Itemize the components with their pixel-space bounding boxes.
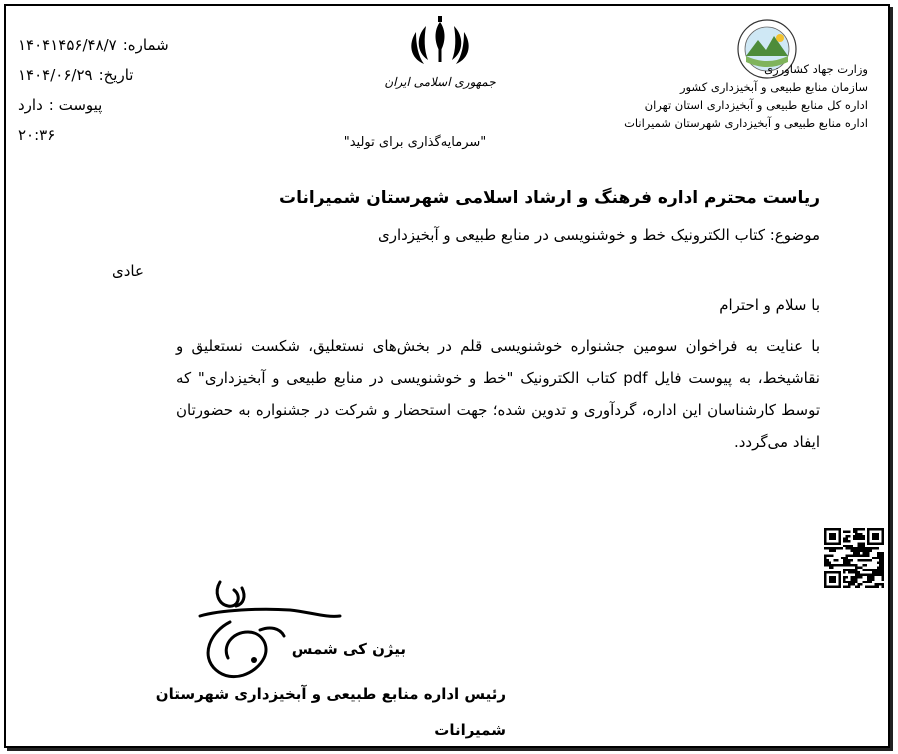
- letter-body: با عنایت به فراخوان سومین جشنواره خوشنویسی قلم در بخش‌های نستعلیق، شکست نستعلیق و نقاشیخط، به پیوست فایل pdf کتاب الکترونیک "خط و خوشنویسی در منابع طبیعی و آبخیزداری" که توسط کارشناسان این اداره، گردآوری و تدوین شده؛ جهت استحضار و شرکت در جشنواره به حضورتان ایفاد می‌گردد.: [176, 337, 820, 451]
- letter-number-label: شماره:: [122, 36, 169, 54]
- recipient: ریاست محترم اداره فرهنگ و ارشاد اسلامی شهرستان شمیرانات: [279, 188, 820, 208]
- org-line-ministry: وزارت جهاد کشاورزی: [764, 62, 868, 76]
- signer-title: رئیس اداره منابع طبیعی و آبخیزداری شهرستان شمیرانات: [155, 685, 506, 739]
- slogan: "سرمایه‌گذاری برای تولید": [343, 135, 487, 150]
- greeting: با سلام و احترام: [719, 296, 820, 314]
- attachment-label: پیوست :: [48, 96, 103, 114]
- org-line-province: اداره کل منابع طبیعی و آبخیزداری استان تهران: [644, 98, 868, 112]
- letter-number-value: ۱۴۰۴۱۴۵۶/۴۸/۷: [18, 36, 117, 54]
- signer-name: بیژن کی شمس: [291, 640, 406, 658]
- reference-block: [18, 30, 228, 150]
- letter-time: ۲۰:۳۶: [18, 126, 56, 144]
- emblem-text: جمهوری اسلامی ایران: [384, 75, 496, 89]
- letter-date-value: ۱۴۰۴/۰۶/۲۹: [18, 66, 93, 84]
- subject: موضوع: کتاب الکترونیک خط و خوشنویسی در منابع طبیعی و آبخیزداری: [377, 226, 820, 244]
- org-line-county: اداره منابع طبیعی و آبخیزداری شهرستان شمیرانات: [624, 116, 868, 130]
- letter-date-row: [18, 60, 228, 90]
- org-line-organization: سازمان منابع طبیعی و آبخیزداری کشور: [679, 80, 868, 94]
- attachment-value: دارد: [18, 96, 43, 114]
- time-row: [18, 120, 228, 150]
- letter-number-row: [18, 30, 228, 60]
- attachment-row: [18, 90, 228, 120]
- priority: عادی: [112, 262, 144, 280]
- qr-code: [824, 528, 884, 588]
- iran-emblem-icon: [380, 12, 500, 102]
- letter-date-label: تاریخ:: [98, 66, 134, 84]
- organization-header: [568, 60, 868, 132]
